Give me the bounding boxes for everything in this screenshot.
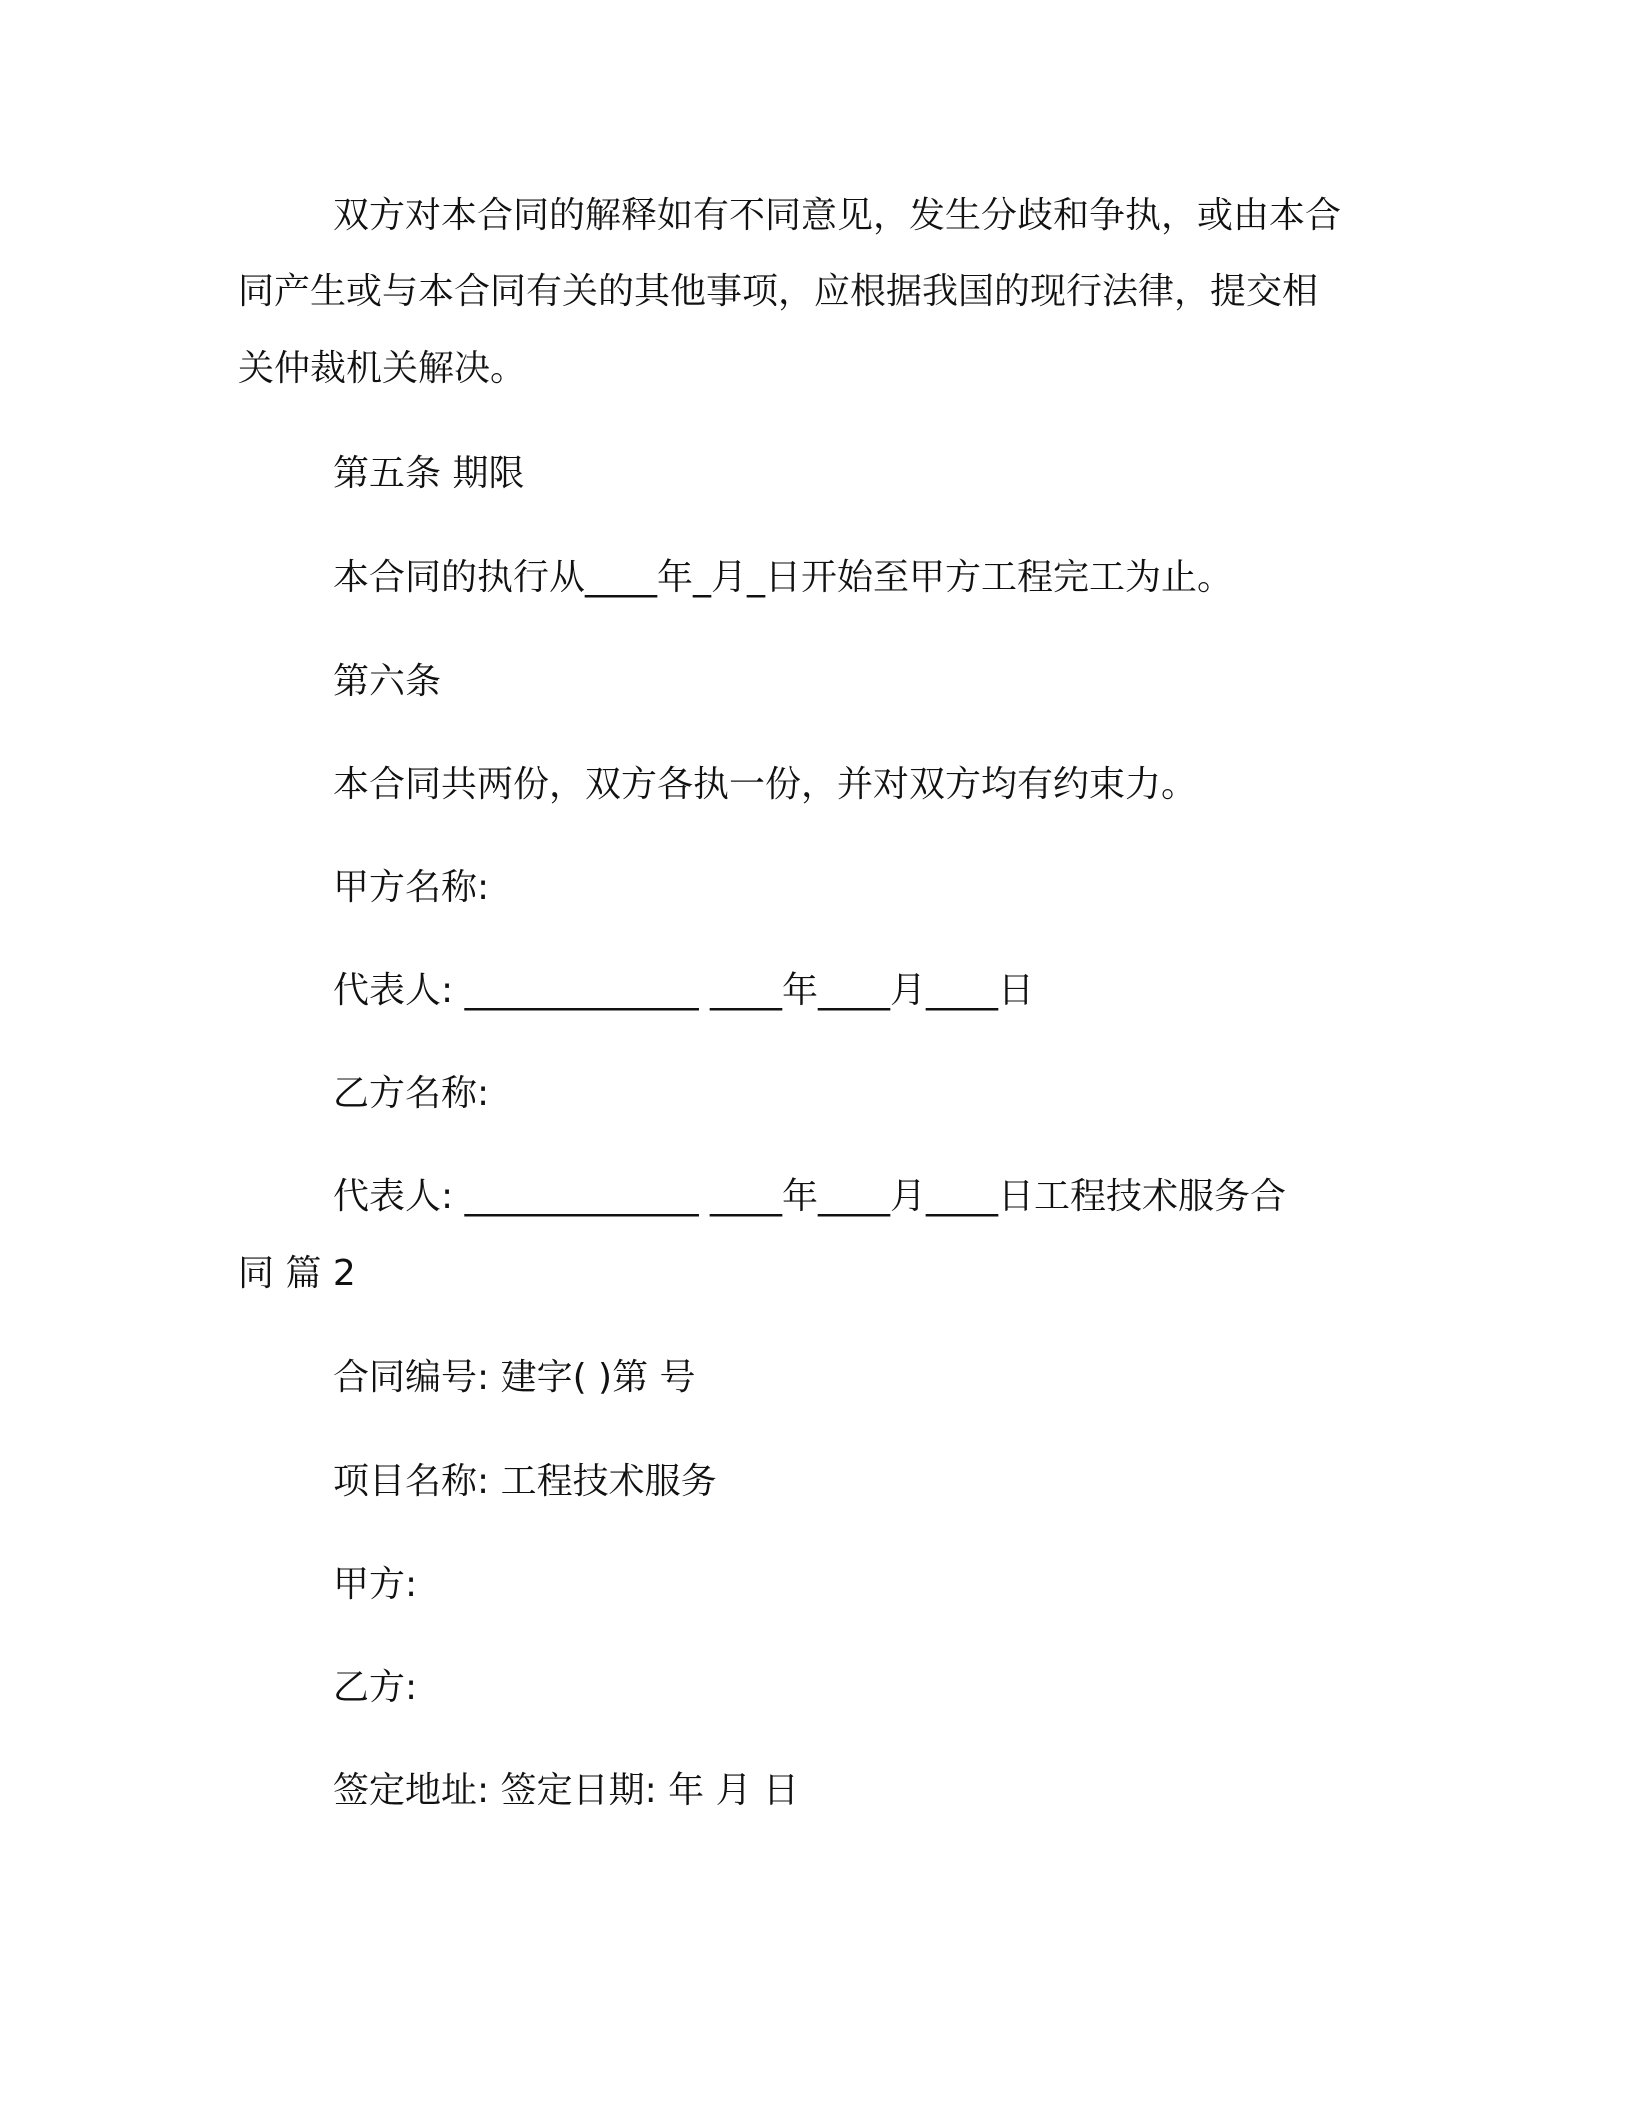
- article-6-body: 本合同共两份，双方各执一份，并对双方均有约束力。: [333, 764, 1198, 805]
- dispute-paragraph-line-1: 双方对本合同的解释如有不同意见，发生分歧和争执，或由本合: [333, 195, 1342, 236]
- dispute-paragraph-line-3: 关仲裁机关解决。: [238, 348, 527, 389]
- party-b-representative-line-2: 同 篇 2: [238, 1253, 356, 1294]
- article-5-title: 第五条 期限: [333, 453, 525, 494]
- article-5-body: 本合同的执行从____年_月_日开始至甲方工程完工为止。: [333, 557, 1234, 598]
- party-a-label: 甲方:: [333, 1564, 418, 1605]
- party-b-label: 乙方:: [333, 1667, 418, 1708]
- party-a-name-label: 甲方名称:: [333, 867, 490, 908]
- signing-info-line: 签定地址: 签定日期: 年 月 日: [333, 1770, 800, 1811]
- party-a-representative-line: 代表人: _____________ ____年____月____日: [333, 970, 1035, 1011]
- contract-number-line: 合同编号: 建字( )第 号: [333, 1357, 696, 1398]
- party-b-representative-line-1: 代表人: _____________ ____年____月____日工程技术服务合: [333, 1176, 1287, 1217]
- party-b-name-label: 乙方名称:: [333, 1073, 490, 1114]
- article-6-title: 第六条: [333, 661, 442, 702]
- dispute-paragraph-line-2: 同产生或与本合同有关的其他事项，应根据我国的现行法律，提交相: [238, 271, 1319, 312]
- project-name-line: 项目名称: 工程技术服务: [333, 1461, 717, 1502]
